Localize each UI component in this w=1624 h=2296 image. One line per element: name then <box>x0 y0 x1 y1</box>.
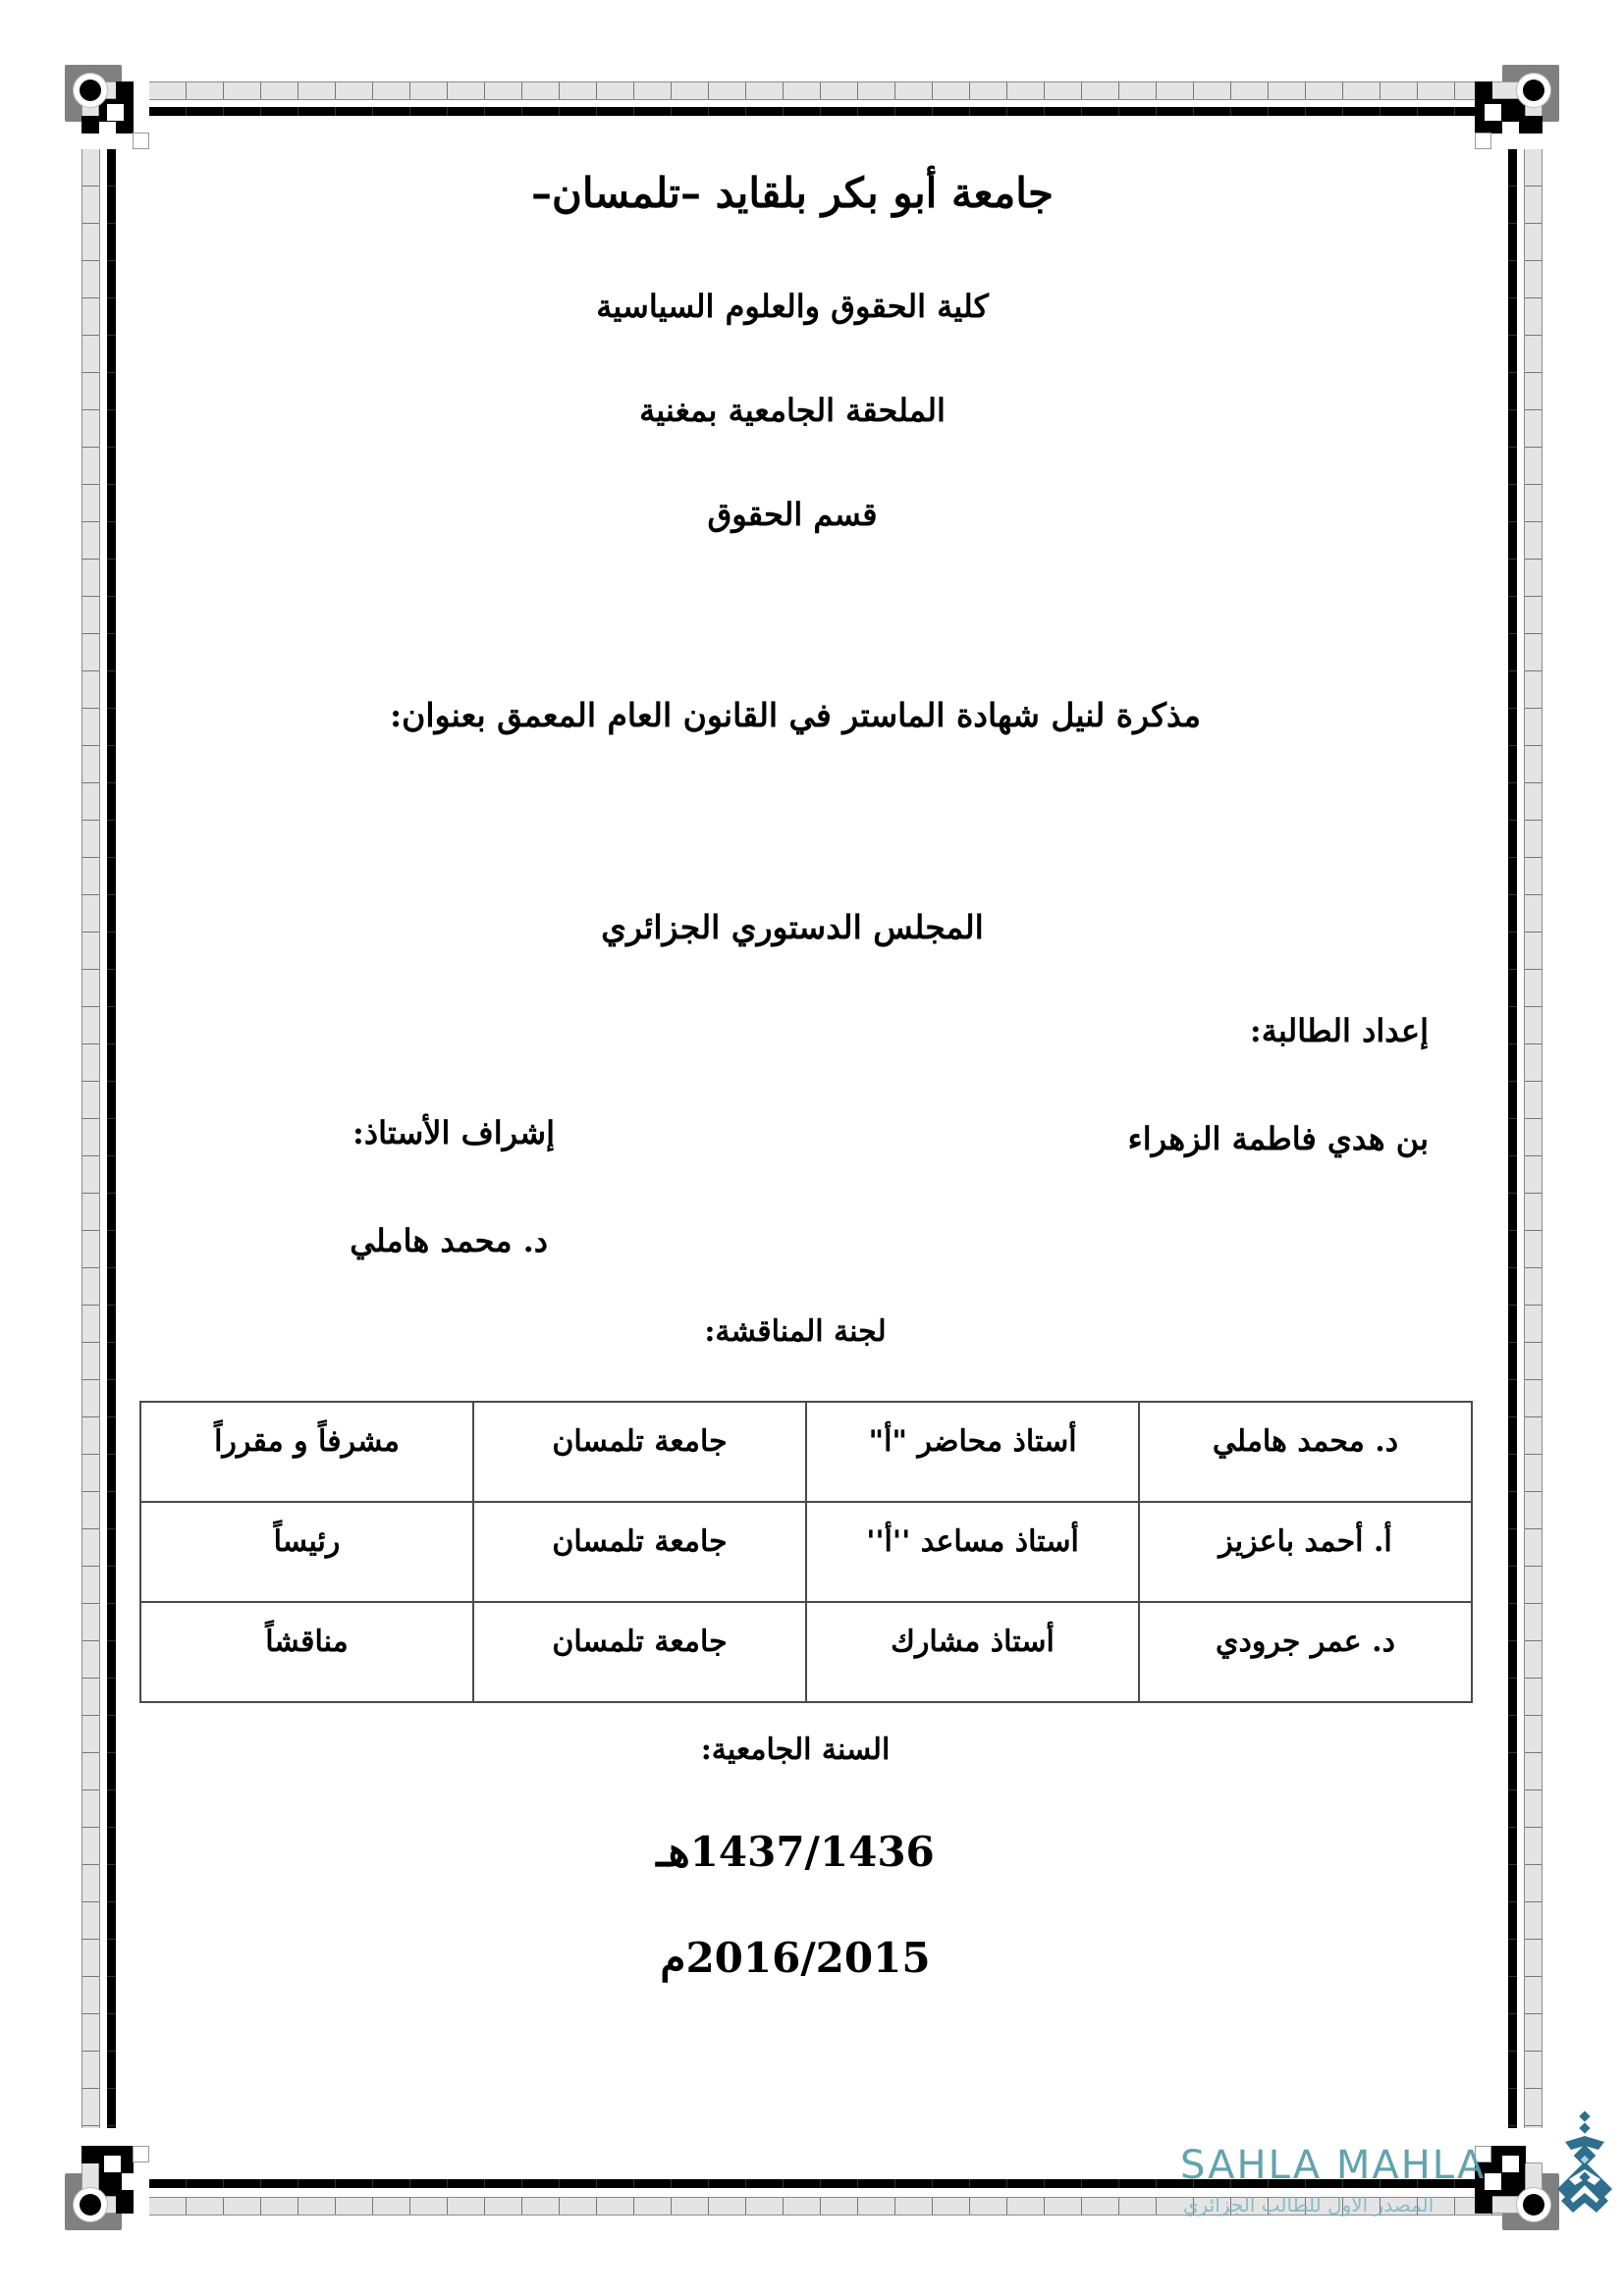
corner-ornament-top-left <box>65 65 149 149</box>
member-name: أ. أحمد باعزيز <box>1139 1502 1472 1602</box>
member-rank: أستاذ مشارك <box>806 1602 1139 1702</box>
member-institution: جامعة تلمسان <box>473 1402 806 1502</box>
annex-name: الملحقة الجامعية بمغنية <box>639 392 946 429</box>
member-role: رئيساً <box>140 1502 473 1602</box>
member-role: مناقشاً <box>140 1602 473 1702</box>
student-name: بن هدي فاطمة الزهراء <box>1127 1120 1429 1157</box>
supervisor-name: د. محمد هاملي <box>350 1222 548 1259</box>
member-name: د. عمر جرودي <box>1139 1602 1472 1702</box>
watermark-tagline: المصدر الاول للطالب الجزائري <box>1183 2193 1435 2216</box>
table-row <box>140 1402 1472 1502</box>
border-band-left <box>81 149 100 2128</box>
member-institution: جامعة تلمسان <box>473 1602 806 1702</box>
calligraphy-logo-icon <box>1551 2110 1620 2218</box>
watermark-brand: SAHLA MAHLA <box>1180 2143 1487 2188</box>
table-row <box>140 1502 1472 1602</box>
member-role: مشرفاً و مقرراً <box>140 1402 473 1502</box>
faculty-name: كلية الحقوق والعلوم السياسية <box>596 288 989 325</box>
member-name: د. محمد هاملي <box>1139 1402 1472 1502</box>
border-line-right <box>1508 149 1517 2128</box>
university-name: جامعة أبو بكر بلقايد –تلمسان– <box>531 169 1054 217</box>
thesis-title: المجلس الدستوري الجزائري <box>601 908 984 946</box>
border-line-left <box>107 149 116 2128</box>
corner-ornament-bottom-left <box>65 2146 149 2230</box>
member-rank: أستاذ مساعد ''أ'' <box>806 1502 1139 1602</box>
member-institution: جامعة تلمسان <box>473 1502 806 1602</box>
table-row <box>140 1602 1472 1702</box>
committee-table <box>139 1401 1473 1703</box>
border-band-right <box>1524 149 1543 2128</box>
academic-year-gregorian: 2016/2015م <box>660 1934 931 1982</box>
academic-year-label: السنة الجامعية: <box>700 1733 891 1767</box>
corner-ornament-top-right <box>1475 65 1559 149</box>
academic-year-hijri: 1437/1436هـ <box>656 1828 935 1876</box>
department-name: قسم الحقوق <box>707 496 878 533</box>
member-rank: أستاذ محاضر "أ" <box>806 1402 1139 1502</box>
border-line-top <box>149 107 1522 116</box>
student-label: إعداد الطالبة: <box>1249 1012 1429 1049</box>
committee-label: لجنة المناقشة: <box>704 1314 887 1349</box>
corner-ornament-bottom-right <box>1475 2146 1559 2230</box>
border-band-top <box>149 81 1522 100</box>
memo-intro: مذكرة لنيل شهادة الماستر في القانون العام المعمق بعنوان: <box>389 696 1202 734</box>
supervisor-label: إشراف الأستاذ: <box>352 1114 555 1151</box>
